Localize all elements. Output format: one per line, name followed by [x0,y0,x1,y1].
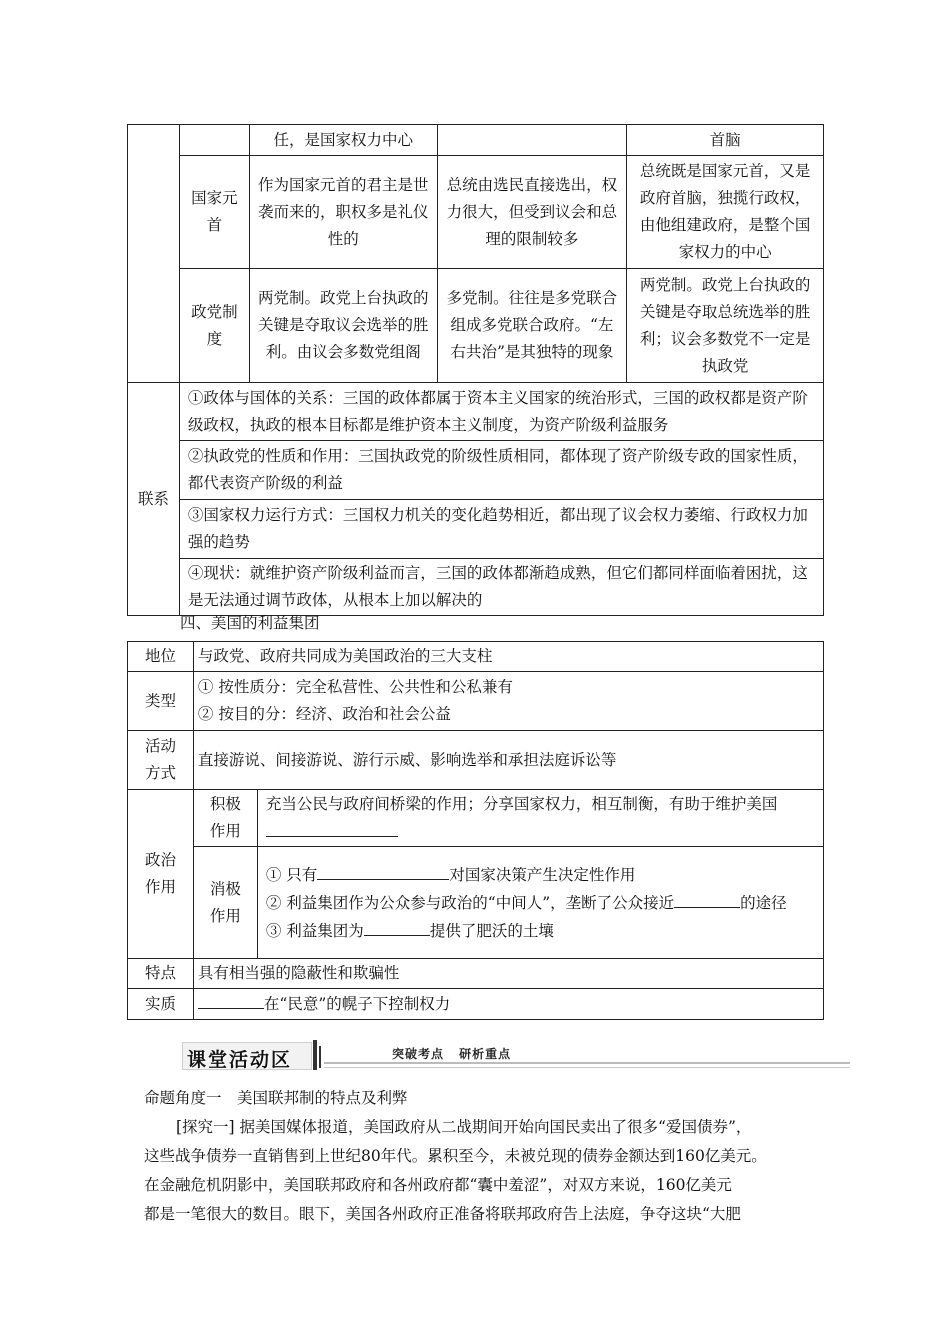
banner-bar [313,1040,317,1070]
banner-bar [319,1046,321,1068]
feature-label: 特点 [128,959,194,989]
position-text: 与政党、政府共同成为美国政治的三大支柱 [193,642,823,672]
connection-label: 联系 [128,383,180,616]
table1-blank-cell [128,125,180,383]
activity-text: 直接游说、间接游说、游行示威、影响选举和承担法庭诉讼等 [193,731,823,790]
banner-title: 课堂活动区 [187,1049,293,1071]
negative-role-cell [257,847,823,959]
connection-item-1: ①政体与国体的关系：三国的政体都属于资本主义国家的统治形式，三国的政权都是资产阶级政权，执政的根本目标都是维护资本主义制度，为资产阶级利益服务 [179,383,823,441]
inquiry-paragraph [144,1113,824,1229]
head-of-state-fr: 总统由选民直接选出，权力很大，但受到议会和总理的限制较多 [437,156,627,269]
answer-blank[interactable] [266,818,398,837]
table1-blank-cell [179,125,249,156]
answer-blank[interactable] [674,889,740,908]
types-line-2: ② 按目的分：经济、政治和社会公益 [197,705,451,723]
connection-item-4: ④现状：就维护资产阶级利益而言，三国的政体都渐趋成熟，但它们都同样面临着困扰，这是无法通过调节政体，从根本上加以解决的 [179,559,823,616]
head-of-state-label: 国家元首 [179,156,249,269]
connection-item-2: ②执政党的性质和作用：三国执政党的阶级性质相同，都体现了资产阶级专政的国家性质，都代表资产阶级的利益 [179,441,823,500]
party-system-uk: 两党制。政党上台执政的关键是夺取议会选举的胜利。由议会多数党组阁 [249,269,437,383]
top-row-c4: 首脑 [627,125,824,156]
connection-item-3: ③国家权力运行方式：三国权力机关的变化趋势相近，都出现了议会权力萎缩、行政权力加强的趋势 [179,500,823,559]
feature-text: 具有相当强的隐蔽性和欺骗性 [193,959,823,989]
inquiry-line: [探究一] 据美国媒体报道，美国政府从二战期间开始向国民卖出了很多“爱国债券”， [176,1118,752,1136]
angle-title: 命题角度一 美国联邦制的特点及利弊 [144,1089,408,1107]
top-row-c3 [437,125,627,156]
banner-subtitle: 突破考点 研析重点 [392,1047,512,1061]
activity-label: 活动方式 [128,731,194,790]
positive-role-text: 充当公民与政府间桥梁的作用；分享国家权力，相互制衡，有助于维护美国 [265,794,778,813]
top-row-c2: 任，是国家权力中心 [249,125,437,156]
interest-group-table [127,641,824,1020]
comparison-table [127,124,824,616]
answer-blank[interactable] [317,861,449,880]
political-role-label: 政治作用 [128,790,194,959]
party-system-us: 两党制。政党上台执政的关键是夺取总统选举的胜利；议会多数党不一定是执政党 [627,269,824,383]
positive-role-cell [257,790,823,847]
inquiry-line: 这些战争债券一直销售到上世纪80年代。累积至今，未被兑现的债券金额达到160亿美元。 [144,1147,767,1165]
negative-item-1: ① 只有 对国家决策产生决定性作用 [266,861,819,889]
positive-role-label: 积极作用 [193,790,257,847]
negative-role-label: 消极作用 [193,847,257,959]
banner-rule [324,1067,850,1068]
banner-rule [324,1062,850,1064]
head-of-state-uk: 作为国家元首的君主是世袭而来的，职权多是礼仪性的 [249,156,437,269]
inquiry-line: 在金融危机阴影中，美国联邦政府和各州政府都“囊中羞涩”，对双方来说，160亿美元 [144,1176,732,1194]
essence-label: 实质 [128,989,194,1020]
essence-text: 在“民意”的幌子下控制权力 [263,995,451,1013]
party-system-label: 政党制度 [179,269,249,383]
types-line-1: ① 按性质分：完全私营性、公共性和公私兼有 [197,678,513,696]
banner-box [182,1042,312,1070]
types-cell [193,672,823,731]
position-label: 地位 [128,642,194,672]
negative-item-2: ② 利益集团作为公众参与政治的“中间人”，垄断了公众接近 的途径 [266,889,819,917]
section-title: 四、美国的利益集团 [180,614,320,632]
essence-cell [193,989,823,1020]
negative-item-3: ③ 利益集团为 提供了肥沃的土壤 [266,917,819,945]
answer-blank[interactable] [364,917,430,936]
section-banner [182,1040,850,1072]
inquiry-line: 都是一笔很大的数目。眼下，美国各州政府正准备将联邦政府告上法庭，争夺这块“大肥 [144,1205,741,1223]
party-system-fr: 多党制。往往是多党联合组成多党联合政府。“左右共治”是其独特的现象 [437,269,627,383]
head-of-state-us: 总统既是国家元首，又是政府首脑，独揽行政权，由他组建政府，是整个国家权力的中心 [627,156,824,269]
types-label: 类型 [128,672,194,731]
answer-blank[interactable] [198,990,264,1009]
